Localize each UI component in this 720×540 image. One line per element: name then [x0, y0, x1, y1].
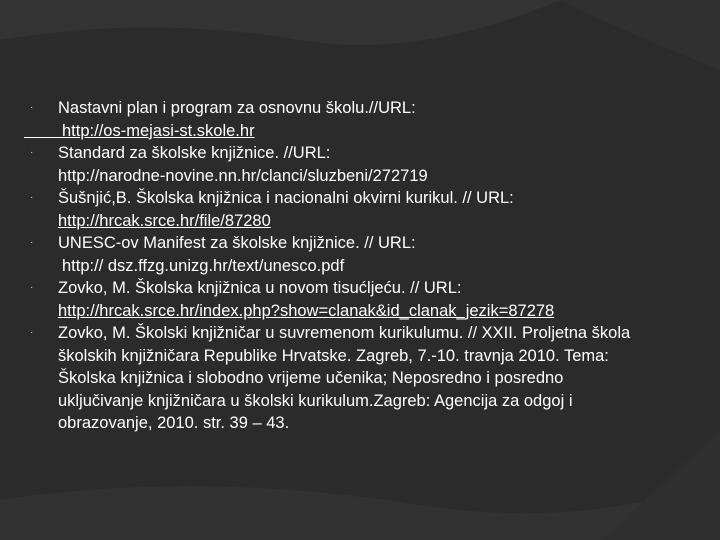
reference-url-line: [24, 255, 704, 278]
reference-text: Šušnjić,B. Školska knjižnica i nacionalni okvirni kurikul. // URL:: [58, 189, 514, 207]
reference-item-1: [24, 97, 704, 120]
bullet-icon: ·: [30, 147, 34, 158]
reference-text: Standard za školske knjižnice. //URL:: [58, 144, 331, 162]
reference-item-6: [24, 322, 704, 345]
bullet-icon: ·: [30, 192, 34, 203]
reference-continuation: [24, 367, 704, 390]
reference-list: [24, 97, 704, 435]
reference-text: UNESC-ov Manifest za školske knjižnice. // URL:: [58, 234, 416, 252]
reference-link[interactable]: http://hrcak.srce.hr/file/87280: [58, 211, 271, 230]
reference-item-2: [24, 142, 704, 165]
reference-text: Nastavni plan i program za osnovnu školu.//URL:: [58, 99, 416, 117]
reference-url: http:// dsz.ffzg.unizg.hr/text/unesco.pdf: [62, 256, 345, 275]
reference-url-line: [24, 300, 704, 323]
reference-text: uključivanje knjižničara u školski kurikulum.Zagreb: Agencija za odgoj i: [58, 391, 573, 410]
bullet-icon: ·: [30, 282, 34, 293]
underline-decoration: [24, 137, 62, 138]
reference-url: http://narodne-novine.nn.hr/clanci/sluzbeni/272719: [58, 166, 428, 185]
reference-text: Zovko, M. Školska knjižnica u novom tisućljeću. // URL:: [58, 279, 462, 297]
reference-item-5: [24, 277, 704, 300]
reference-link[interactable]: http://hrcak.srce.hr/index.php?show=clanak&id_clanak_jezik=87278: [58, 301, 555, 320]
reference-url-line: [24, 210, 704, 233]
reference-continuation: [24, 412, 704, 435]
bullet-icon: ·: [30, 327, 34, 338]
bullet-icon: ·: [30, 102, 34, 113]
reference-url-line: [24, 120, 704, 143]
reference-continuation: [24, 390, 704, 413]
reference-text: Zovko, M. Školski knjižničar u suvremenom kurikulumu. // XXII. Proljetna škola: [58, 324, 631, 342]
reference-item-4: [24, 232, 704, 255]
reference-item-3: [24, 187, 704, 210]
reference-text: Školska knjižnica i slobodno vrijeme učenika; Neposredno i posredno: [58, 369, 564, 387]
reference-continuation: [24, 345, 704, 368]
bullet-icon: ·: [30, 237, 34, 248]
reference-text: obrazovanje, 2010. str. 39 – 43.: [58, 414, 290, 432]
reference-text: školskih knjižničara Republike Hrvatske. Zagreb, 7.-10. travnja 2010. Tema:: [58, 346, 609, 365]
reference-url-line: [24, 165, 704, 188]
reference-link[interactable]: http://os-mejasi-st.skole.hr: [62, 121, 255, 140]
